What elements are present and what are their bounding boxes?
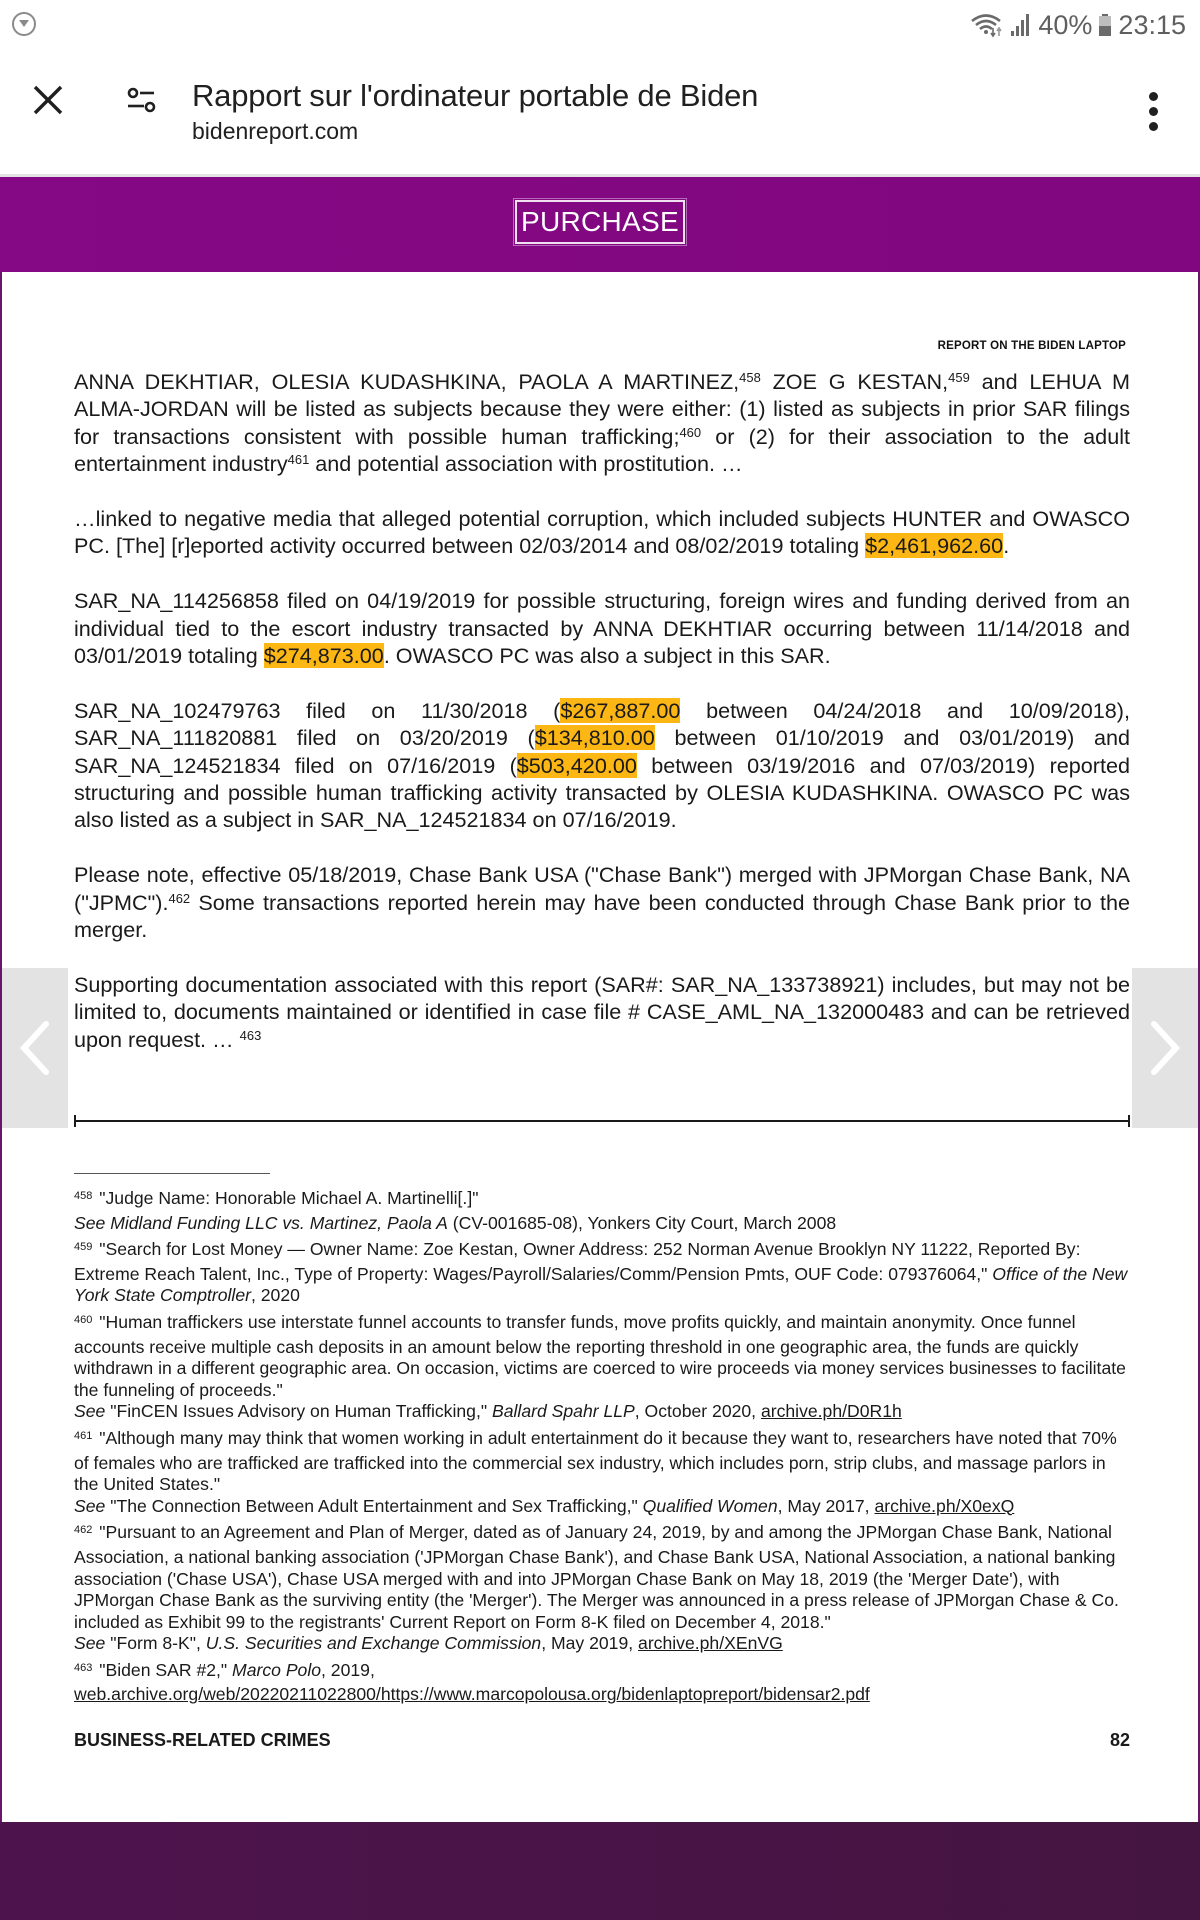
text: SAR_NA_114256858 filed on 04/19/2019 for possible structuring, foreign wires and funding derived from an individual tied to the escort industry transacted by ANNA DEKHTIAR occurring between 11/14/2018 and 03/01/2019 totaling [74,588,1130,669]
source-publisher: U.S. Securities and Exchange Commission [205,1633,542,1654]
highlighted-amount: $2,461,962.60 [865,533,1004,559]
source-title: "Form 8-K", [105,1633,206,1654]
footnote-462 [74,1522,1134,1655]
bottom-background [0,1822,1200,1920]
tune-icon [124,82,160,118]
footnote-461 [74,1428,1134,1517]
source-link[interactable]: web.archive.org/web/20220211022800/https://www.marcopolousa.org/bidenlaptopreport/bidensar2.pdf [74,1684,870,1705]
running-head: REPORT ON THE BIDEN LAPTOP [937,340,1126,352]
document-body [74,368,1130,1080]
next-page-button[interactable] [1132,968,1198,1128]
text: and LEHUA M ALMA-JORDAN will be listed as subjects because they were either: (1) listed as subjects in prior SAR filings for transactions consistent with possible human trafficking; [74,369,1130,449]
footnote-ref-463[interactable]: 463 [239,1027,262,1043]
highlighted-amount: $267,887.00 [560,697,681,723]
source-link[interactable]: archive.ph/X0exQ [874,1495,1015,1516]
page-title: Rapport sur l'ordinateur portable de Biden [192,78,759,113]
section-rule [74,1120,1130,1122]
notification-icon [12,12,36,36]
footnote-number: 460 [74,1313,93,1326]
source-title: Office of the New York State Comptroller [74,1263,1128,1306]
footnote-number: 458 [74,1190,93,1202]
source-detail: , October 2020, [634,1401,761,1422]
purchase-button[interactable]: PURCHASE [515,200,685,244]
chevron-left-icon [18,1020,52,1076]
text: or (2) for their association to the adult entertainment industry [74,423,1130,477]
site-banner [0,177,1200,272]
close-button[interactable] [28,80,68,120]
source-title: Midland Funding LLC vs. Martinez, Paola A [110,1212,448,1233]
footnote-ref-462[interactable]: 462 [168,890,191,906]
source-detail: (CV-001685-08), Yonkers City Court, March 2008 [447,1212,837,1233]
footnote-text: "Pursuant to an Agreement and Plan of Merger, dated as of January 24, 2019, by and among the JPMorgan Chase Bank, National Association, a national banking association ('JPMorgan Chase Bank'), and Chase Bank USA, National Association, a national banking association ('Chase USA'), Chase USA merged with and into JPMorgan Chase Bank on May 18, 2019 (the 'Merger Date'), with JPMorgan Chase Bank as the surviving entity (the 'Merger'). The Merger was announced in a press release of JPMorgan Chase & Co. included as Exhibit 99 to the registrants' Current Report on Form 8-K filed on December 4, 2018." [74,1522,1119,1632]
browser-toolbar [0,50,1200,177]
text: …linked to negative media that alleged potential corruption, which included subjects HUNTER and OWASCO PC. [The] [r]eported activity occurred between 02/03/2014 and 08/02/2019 totaling [74,506,1130,559]
source-publisher: Qualified Women [642,1495,778,1516]
footnote-459 [74,1239,1134,1307]
source-detail: , May 2019, [541,1633,639,1654]
paragraph-sar-114256858 [74,587,1130,669]
text: between 01/10/2019 and 03/01/2019) and SAR_NA_124521834 filed on 07/16/2019 ( [74,725,1130,778]
source-publisher: Marco Polo [232,1659,322,1680]
footnote-ref-458[interactable]: 458 [739,369,761,385]
document-page [0,272,1200,1822]
footnote-ref-461[interactable]: 461 [287,452,310,468]
signal-icon [1010,12,1032,38]
source-detail: , 2019, [321,1659,375,1680]
wifi-icon [970,12,1004,38]
footnote-number: 459 [74,1241,93,1254]
text: SAR_NA_102479763 filed on 11/30/2018 ( [74,697,561,723]
text: and potential association with prostitution. … [309,451,743,477]
page-number: 82 [1109,1730,1130,1750]
paragraph-subjects [74,368,1130,478]
text: ZOE G KESTAN, [760,369,949,394]
footnote-text: "Human traffickers use interstate funnel accounts to transfer funds, move profits quickly, and maintain anonymity. Once funnel accounts receive multiple cash deposits in an amount below the reporting threshold in one geographic area, the funds are quickly withdrawn in a different geographic area. On occasion, victims are coerced to wire proceeds via money services businesses to facilitate the funneling of proceeds." [74,1311,1126,1400]
paragraph-chase-merger [74,861,1130,943]
chevron-right-icon [1148,1020,1182,1076]
page-footer [74,1730,1130,1751]
source-link[interactable]: archive.ph/D0R1h [760,1401,902,1422]
more-options-button[interactable] [1146,92,1160,132]
page-settings-button[interactable] [124,82,160,118]
text: between 03/19/2016 and 07/03/2019) reported structuring and possible human trafficking activity transacted by OLESIA KUDASHKINA. OWASCO PC was also listed as a subject in SAR_NA_124521834 on 07/16/2019. [74,752,1130,833]
footnote-ref-460[interactable]: 460 [679,424,702,440]
footnote-separator [74,1173,270,1174]
text: ANNA DEKHTIAR, OLESIA KUDASHKINA, PAOLA A MARTINEZ, [74,369,740,394]
text: between 04/24/2018 and 10/09/2018), SAR_NA_111820881 filed on 03/20/2019 ( [74,697,1130,751]
footnote-text: "Search for Lost Money — Owner Name: Zoe Kestan, Owner Address: 252 Norman Avenue Brooklyn NY 11222, Reported By: Extreme Reach Talent, Inc., Type of Property: Wages/Payroll/Salaries/Comm/Pension Pmts, OUF Code: 079376064," [74,1239,1081,1284]
status-icons [970,8,1186,42]
footnote-ref-459[interactable]: 459 [948,369,970,385]
footer-section-title: BUSINESS-RELATED CRIMES [74,1730,331,1750]
footnote-number: 463 [74,1661,93,1674]
source-detail: , 2020 [251,1285,300,1306]
paragraph-negative-media [74,505,1130,560]
source-title: "The Connection Between Adult Entertainment and Sex Trafficking," [105,1495,643,1516]
text: Please note, effective 05/18/2019, Chase Bank USA ("Chase Bank") merged with JPMorgan Chase Bank, NA ("JPMC"). [74,862,1130,915]
battery-icon [1098,12,1112,38]
source-detail: , May 2017, [777,1495,875,1516]
paragraph-supporting-docs [74,971,1130,1053]
highlighted-amount: $503,420.00 [516,752,637,778]
see-label: See [74,1401,106,1422]
footnotes [74,1188,1134,1711]
source-title: "FinCEN Issues Advisory on Human Trafficking," [105,1401,492,1422]
text: . OWASCO PC was also a subject in this SAR. [383,643,831,669]
source-publisher: Ballard Spahr LLP [491,1401,635,1422]
source-link[interactable]: archive.ph/XEnVG [638,1633,783,1654]
footnote-number: 462 [74,1524,93,1537]
previous-page-button[interactable] [2,968,68,1128]
text: Some transactions reported herein may have been conducted through Chase Bank prior to the merger. [74,889,1130,943]
text: . [1003,533,1010,559]
clock: 23:15 [1118,9,1186,40]
see-label: See [74,1633,106,1654]
title-area [192,78,758,145]
highlighted-amount: $134,810.00 [534,725,655,751]
footnote-458 [74,1188,1134,1234]
footnote-text: "Judge Name: Honorable Michael A. Martinelli[.]" [94,1188,479,1208]
status-bar [0,0,1200,50]
footnote-text: "Biden SAR #2," [94,1659,233,1680]
highlighted-amount: $274,873.00 [263,643,384,669]
footnote-text: "Although many may think that women working in adult entertainment do it because they want to, researchers have noted that 70% of females who are trafficked are trafficked into the commercial sex industry, which includes porn, strip clubs, and massage parlors in the United States." [74,1427,1117,1495]
paragraph-sar-list [74,697,1130,834]
page-url: bidenreport.com [192,118,359,144]
battery-percent: 40% [1038,9,1093,40]
footnote-460 [74,1312,1134,1423]
see-label: See [74,1495,106,1516]
close-icon [28,80,68,120]
see-label: See [74,1212,111,1233]
more-vert-icon [1146,92,1160,131]
footnote-463 [74,1660,1134,1706]
text: Supporting documentation associated with this report (SAR#: SAR_NA_133738921) includes, but may not be limited to, documents maintained or identified in case file # CASE_AML_NA_132000483 and can be retrieved upon request. … [74,971,1130,1052]
footnote-number: 461 [74,1429,93,1442]
